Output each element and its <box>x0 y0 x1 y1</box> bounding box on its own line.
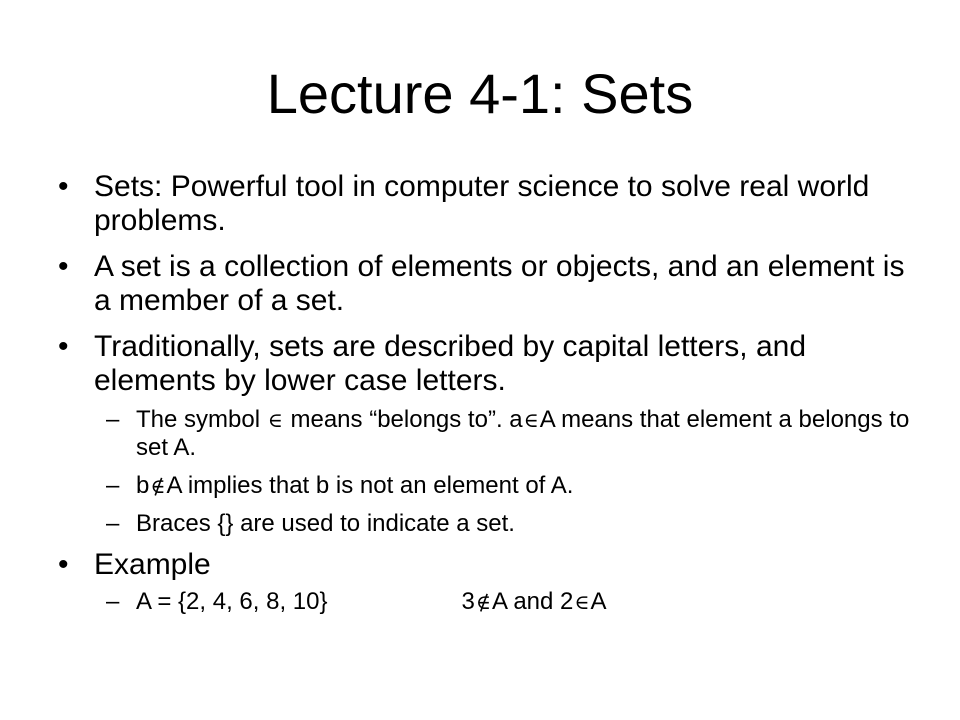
bullet-text: Sets: Powerful tool in computer science to solve real world problems. <box>94 170 870 237</box>
bullet-dot: • <box>58 330 69 363</box>
sub-bullet-dash: – <box>106 588 120 615</box>
sub-bullet-item <box>58 510 918 538</box>
bullet-text: A set is a collection of elements or objects, and an element is a member of a set. <box>94 250 905 317</box>
element-of-symbol: ∈ <box>267 408 283 432</box>
sub-bullet-dash: – <box>106 472 120 499</box>
sub-bullet-dash: – <box>106 406 120 433</box>
sub-bullet-text: Braces {} are used to indicate a set. <box>136 510 515 537</box>
bullet-item <box>58 250 918 318</box>
sub-bullet-text: The symbol ∈ means “belongs to”. a∈A means that element a belongs to set A. <box>136 406 910 461</box>
sub-bullet-item <box>58 472 918 500</box>
element-of-symbol: ∈ <box>574 590 590 614</box>
element-of-symbol: ∈ <box>523 408 539 432</box>
bullet-item <box>58 548 918 582</box>
bullet-text: Example <box>94 548 211 581</box>
slide-title: Lecture 4-1: Sets <box>266 62 694 125</box>
sub-bullet-dash: – <box>106 510 120 537</box>
not-element-of-symbol: ∉ <box>475 590 491 614</box>
not-element-of-symbol: ∉ <box>150 474 166 498</box>
sub-bullet-text: A = {2, 4, 6, 8, 10} 3∉A and 2∈A <box>136 588 607 615</box>
bullet-item <box>58 330 918 398</box>
bullet-dot: • <box>58 170 69 203</box>
sub-bullet-text: b∉A implies that b is not an element of A. <box>136 472 574 499</box>
sub-bullet-item <box>58 588 918 616</box>
bullet-item <box>58 170 918 238</box>
bullet-dot: • <box>58 548 69 581</box>
sub-bullet-item <box>58 406 918 462</box>
example-set: A = {2, 4, 6, 8, 10} <box>136 588 328 615</box>
bullet-text: Traditionally, sets are described by capital letters, and elements by lower case letters. <box>94 330 807 397</box>
bullet-list <box>58 170 918 626</box>
bullet-dot: • <box>58 250 69 283</box>
